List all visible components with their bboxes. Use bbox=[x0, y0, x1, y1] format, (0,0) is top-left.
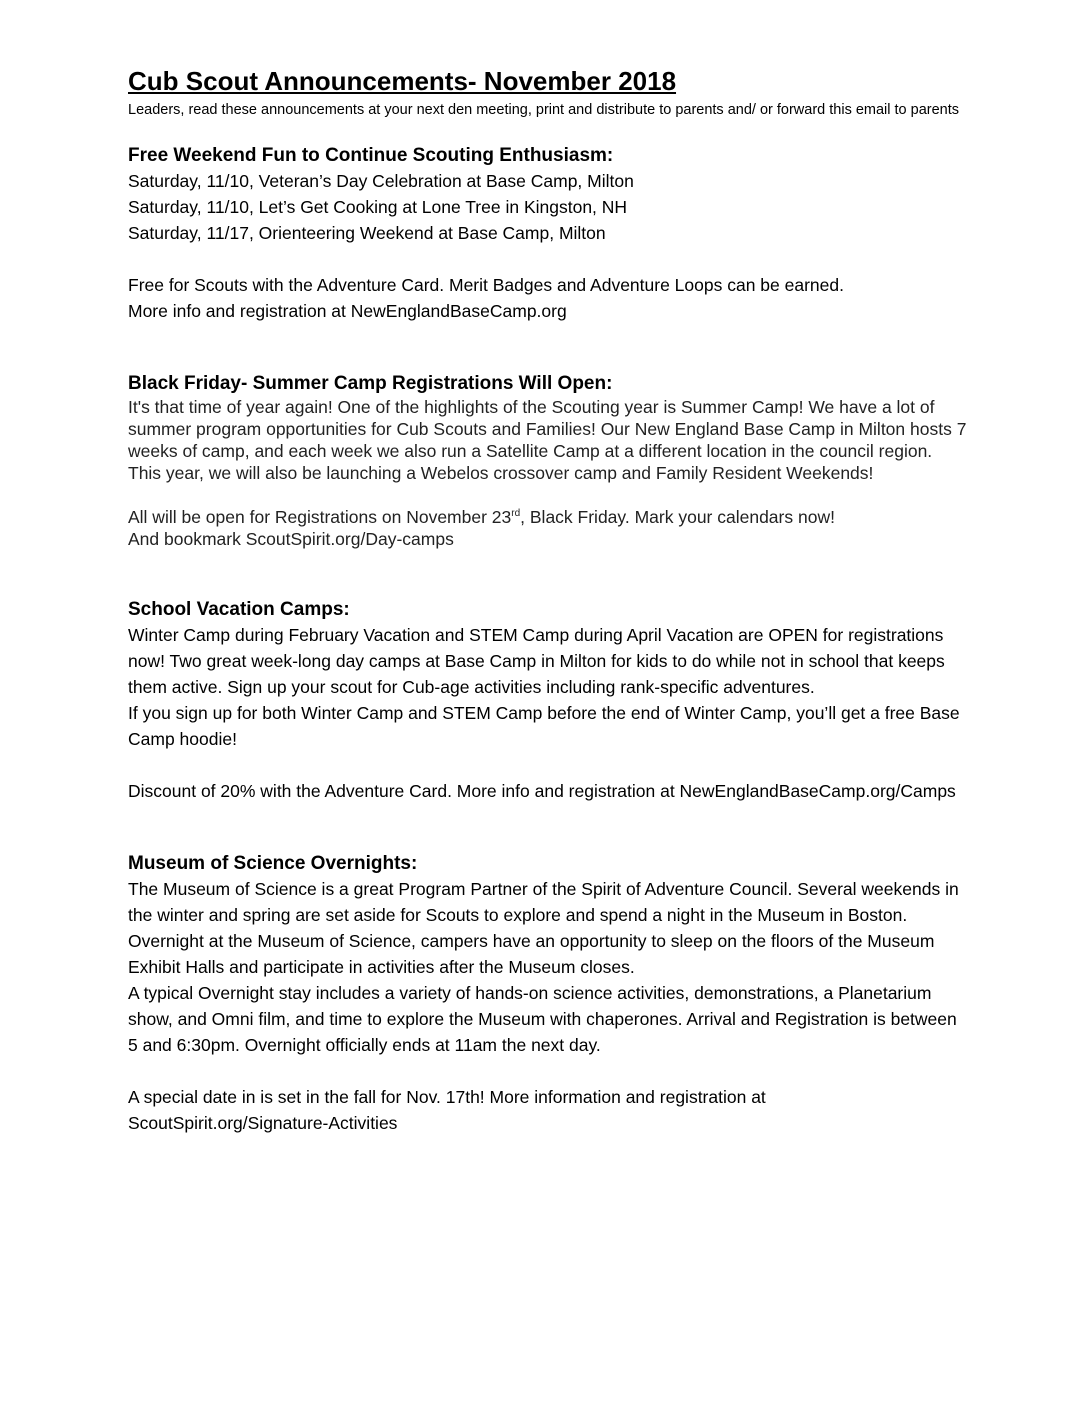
weekend-note: Free for Scouts with the Adventure Card. Merit Badges and Adventure Loops can be earned. bbox=[128, 275, 844, 295]
museum-paragraph: A typical Overnight stay includes a variety of hands-on science activities, demonstrations, a Planetarium show, and Omni film, and time to explore the Museum with chaperones. Arrival and Registration is between 5 and 6:30pm. Overnight officially ends at 11am the next day. bbox=[128, 983, 957, 1055]
registration-open-after: , Black Friday. Mark your calendars now! bbox=[520, 507, 835, 527]
registration-open-before: All will be open for Registrations on November 23 bbox=[128, 507, 512, 527]
vacation-body: Winter Camp during February Vacation and STEM Camp during April Vacation are OPEN for registrations now! Two great week-long day camps at Base Camp in Milton for kids to do while not in school that keeps them active. Sign up your scout for Cub-age activities including rank-specific adventures. bbox=[128, 625, 945, 697]
weekend-section bbox=[128, 144, 968, 324]
event-item: Saturday, 11/17, Orienteering Weekend at Base Camp, Milton bbox=[128, 223, 606, 243]
intro-text: Leaders, read these announcements at your next den meeting, print and distribute to parents and/ or forward this email to parents bbox=[128, 102, 960, 118]
black-friday-heading: Black Friday- Summer Camp Registrations Will Open: bbox=[128, 373, 613, 394]
museum-paragraph: The Museum of Science is a great Program Partner of the Spirit of Adventure Council. Several weekends in the winter and spring are set aside for Scouts to explore and spend a night in the Museum in Boston. bbox=[128, 879, 959, 925]
event-item: Saturday, 11/10, Let’s Get Cooking at Lone Tree in Kingston, NH bbox=[128, 197, 628, 217]
document-content bbox=[128, 66, 968, 1136]
museum-heading: Museum of Science Overnights: bbox=[128, 853, 418, 874]
bookmark-text: And bookmark ScoutSpirit.org/Day-camps bbox=[128, 529, 454, 549]
registration-open-text bbox=[128, 506, 968, 528]
vacation-section bbox=[128, 598, 968, 804]
hoodie-text: If you sign up for both Winter Camp and STEM Camp before the end of Winter Camp, you’ll get a free Base Camp hoodie! bbox=[128, 703, 960, 749]
event-item: Saturday, 11/10, Veteran’s Day Celebration at Base Camp, Milton bbox=[128, 171, 634, 191]
discount-text: Discount of 20% with the Adventure Card. More info and registration at NewEnglandBaseCamp.org/Camps bbox=[128, 781, 956, 801]
page-title: Cub Scout Announcements- November 2018 bbox=[128, 66, 677, 96]
black-friday-body: It's that time of year again! One of the highlights of the Scouting year is Summer Camp! We have a lot of summer program opportunities for Cub Scouts and Families! Our New England Base Camp in Milton hosts 7 weeks of camp, and each week we also run a Satellite Camp at a different location in the council region. This year, we will also be launching a Webelos crossover camp and Family Resident Weekends! bbox=[128, 397, 967, 483]
vacation-heading: School Vacation Camps: bbox=[128, 599, 350, 620]
museum-registration-text: A special date in is set in the fall for Nov. 17th! More information and registration at ScoutSpirit.org/Signature-Activities bbox=[128, 1087, 766, 1133]
weekend-heading: Free Weekend Fun to Continue Scouting Enthusiasm: bbox=[128, 145, 614, 166]
weekend-link-text: More info and registration at NewEnglandBaseCamp.org bbox=[128, 301, 567, 321]
museum-section bbox=[128, 852, 968, 1136]
museum-paragraph: Overnight at the Museum of Science, campers have an opportunity to sleep on the floors of the Museum Exhibit Halls and participate in activities after the Museum closes. bbox=[128, 931, 935, 977]
black-friday-section bbox=[128, 372, 968, 550]
date-ordinal: rd bbox=[511, 508, 521, 520]
